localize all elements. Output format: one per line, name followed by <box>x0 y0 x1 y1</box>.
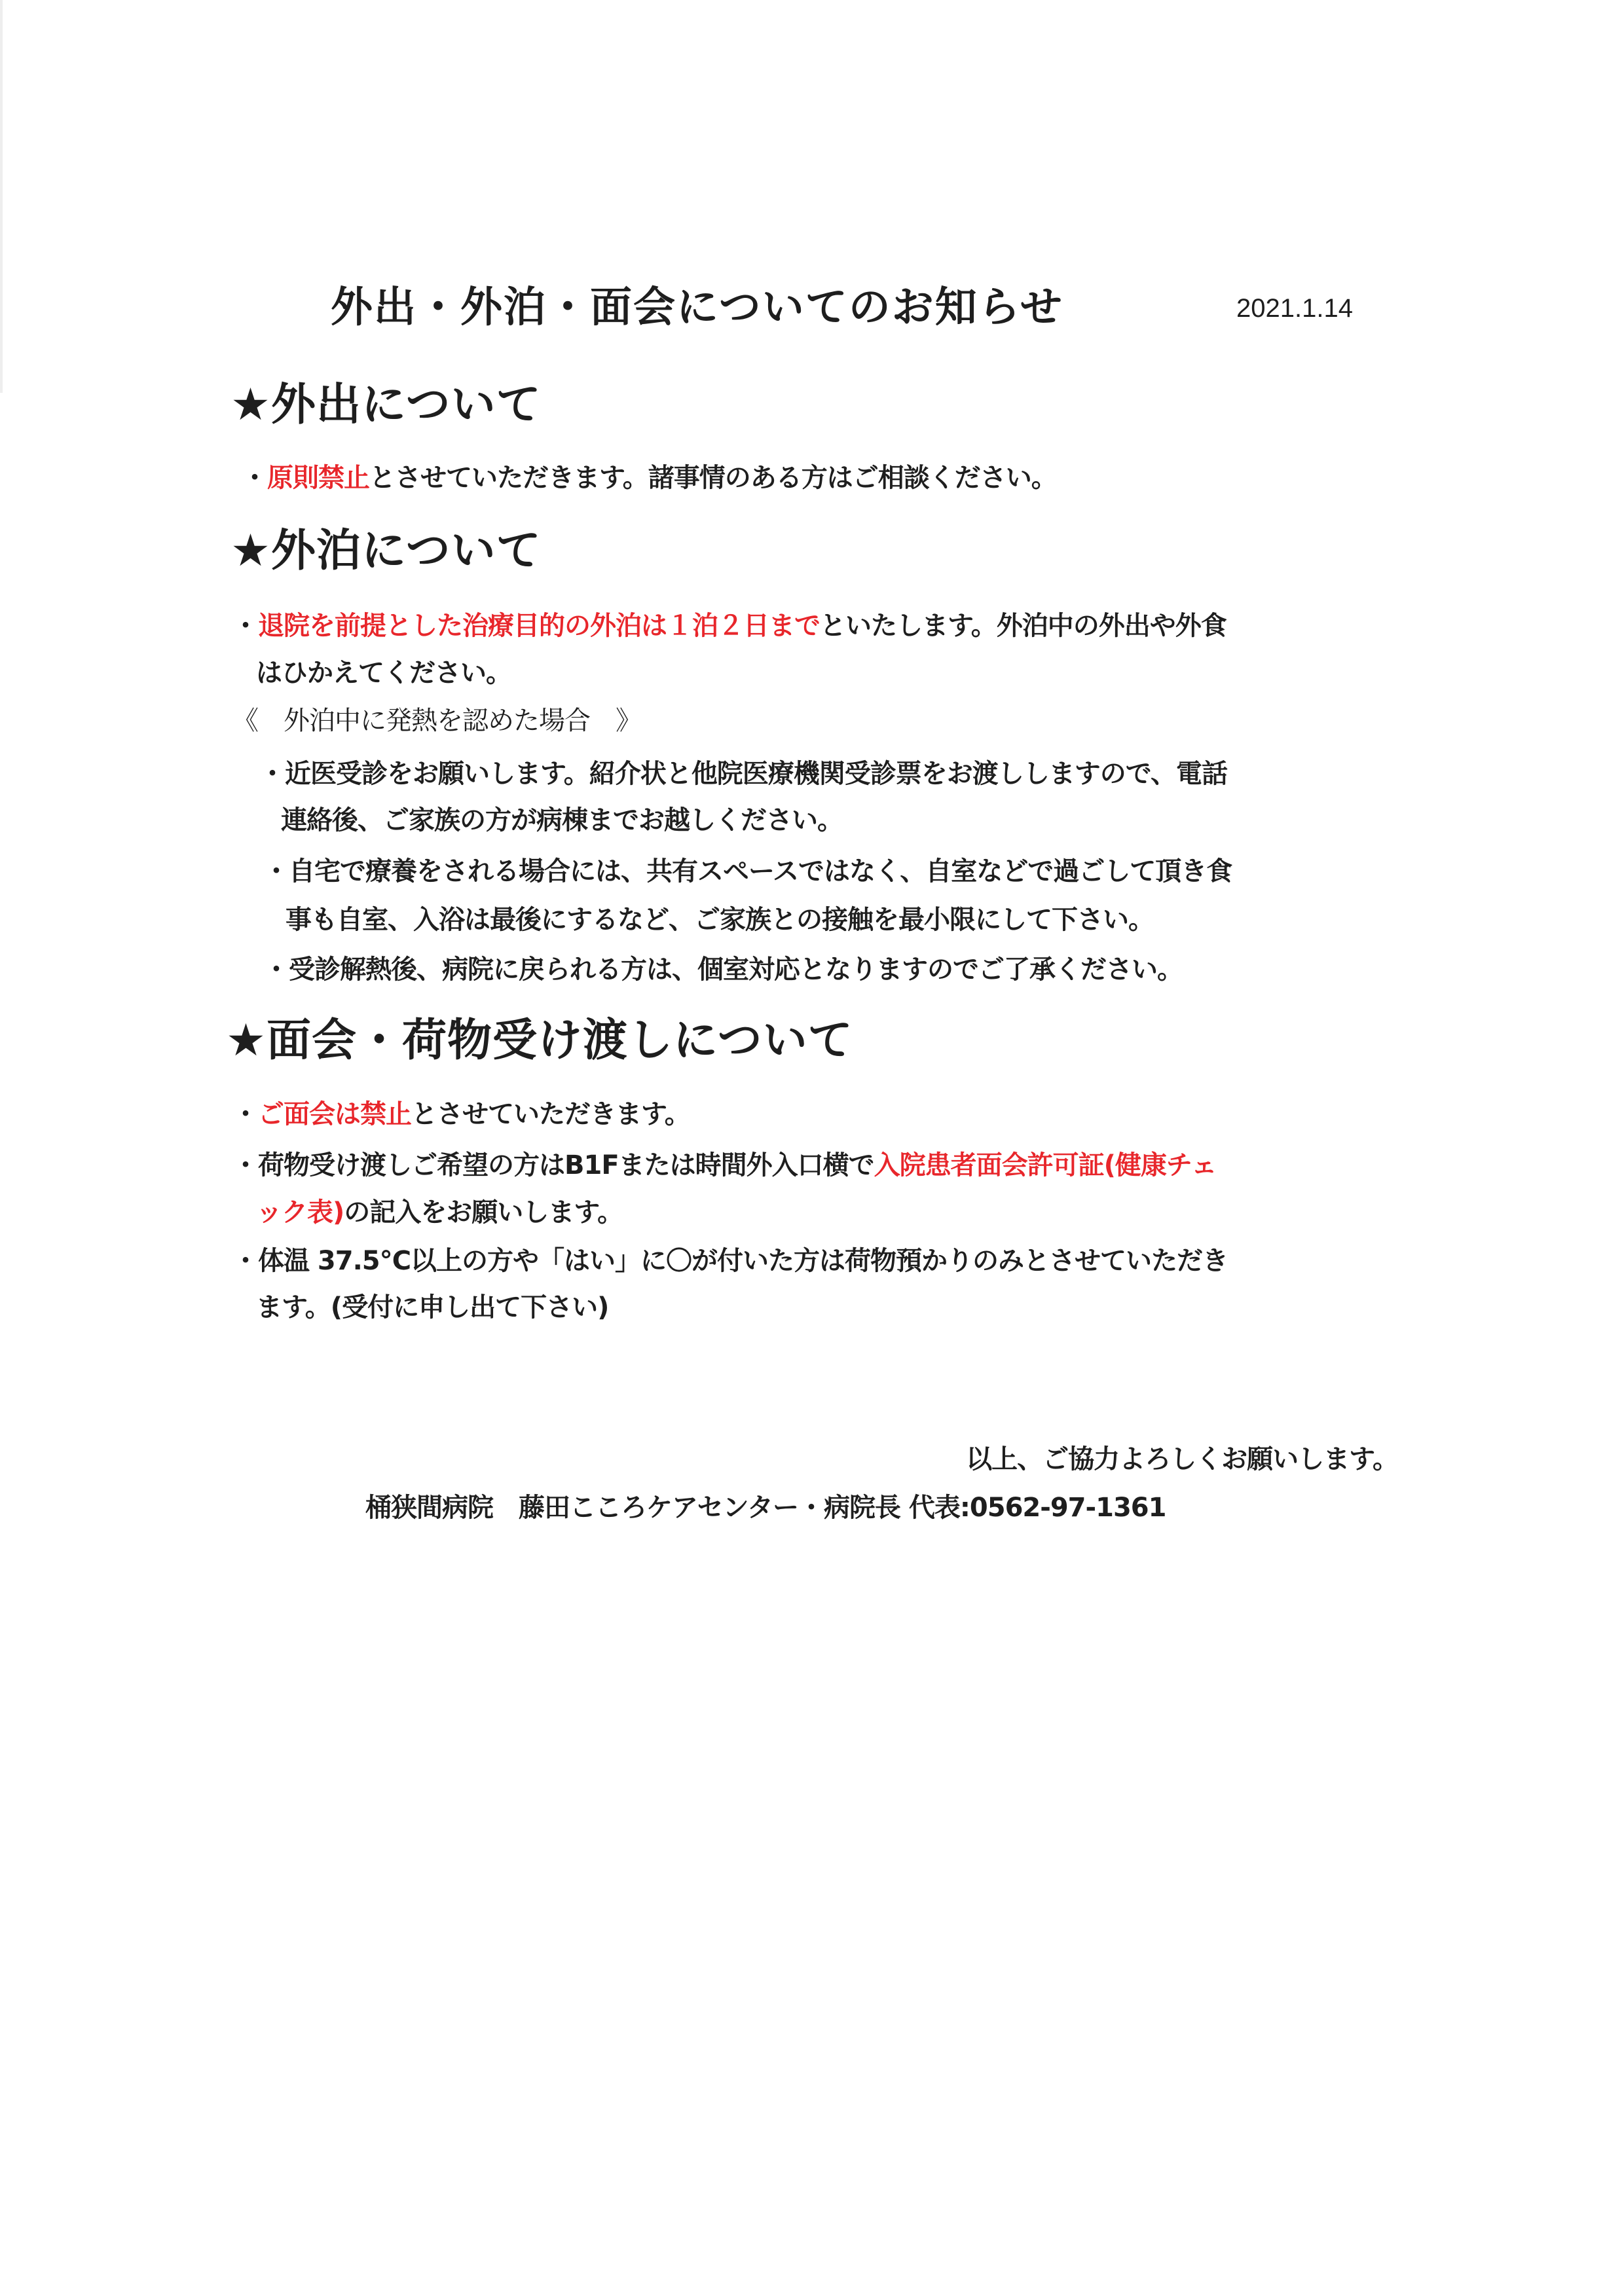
highlight-text: 入院患者面会許可証(健康チェ <box>874 1150 1217 1180</box>
body-text: の記入をお願いします。 <box>344 1197 623 1228</box>
page-title: 外出・外泊・面会についてのお知らせ <box>331 283 1063 332</box>
outing-line <box>242 462 1057 494</box>
body-text: 体温 37.5℃以上の方や「はい」に〇が付いた方は荷物預かりのみとさせていただき <box>258 1246 1228 1276</box>
body-text: とさせていただきます。諸事情のある方はご相談ください。 <box>369 463 1057 493</box>
fever-line: ・近医受診をお願いします。紹介状と他院医療機関受診票をお渡ししますので、電話 <box>259 759 1227 789</box>
visits-line <box>232 1149 1217 1182</box>
date: 2021.1.14 <box>1236 294 1353 323</box>
overnight-line <box>232 610 1227 642</box>
highlight-text: 原則禁止 <box>267 463 369 493</box>
body-text: といたします。外泊中の外出や外食 <box>820 611 1227 641</box>
overnight-line-cont: はひかえてください。 <box>256 658 511 688</box>
visits-line-cont: ます。(受付に申し出て下さい) <box>256 1292 609 1322</box>
body-text: 荷物受け渡しご希望の方はB1Fまたは時間外入口横で <box>258 1150 874 1180</box>
bullet: ・ <box>232 1246 258 1276</box>
visits-line-cont <box>256 1196 623 1229</box>
scan-edge <box>0 0 3 393</box>
visits-line <box>232 1245 1228 1277</box>
fever-subheading: 《 外泊中に発熱を認めた場合 》 <box>232 706 641 736</box>
fever-line: 事も自室、入浴は最後にするなど、ご家族との接触を最小限にして下さい。 <box>286 905 1154 935</box>
bullet: ・ <box>232 1099 258 1129</box>
highlight-text: 退院を前提とした治療目的の外泊は１泊２日まで <box>258 611 820 641</box>
heading-overnight: ★外泊について <box>231 525 542 577</box>
closing-text: 以上、ご協力よろしくお願いします。 <box>966 1444 1398 1474</box>
footer-signature: 桶狭間病院 藤田こころケアセンター・病院長 代表:0562-97-1361 <box>365 1493 1166 1523</box>
highlight-text: ック表) <box>256 1197 344 1228</box>
bullet: ・ <box>232 1150 258 1180</box>
body-text: とさせていただきます。 <box>411 1099 690 1129</box>
highlight-text: ご面会は禁止 <box>258 1099 411 1129</box>
fever-line: 連絡後、ご家族の方が病棟までお越しください。 <box>281 805 843 835</box>
visits-line <box>232 1098 690 1131</box>
fever-line: ・自宅で療養をされる場合には、共有スペースではなく、自室などで過ごして頂き食 <box>263 856 1232 886</box>
heading-visits: ★面会・荷物受け渡しについて <box>226 1015 853 1066</box>
bullet: ・ <box>242 463 267 493</box>
fever-line: ・受診解熱後、病院に戻られる方は、個室対応となりますのでご了承ください。 <box>263 955 1183 985</box>
bullet: ・ <box>232 611 258 641</box>
heading-outing: ★外出について <box>231 379 542 431</box>
